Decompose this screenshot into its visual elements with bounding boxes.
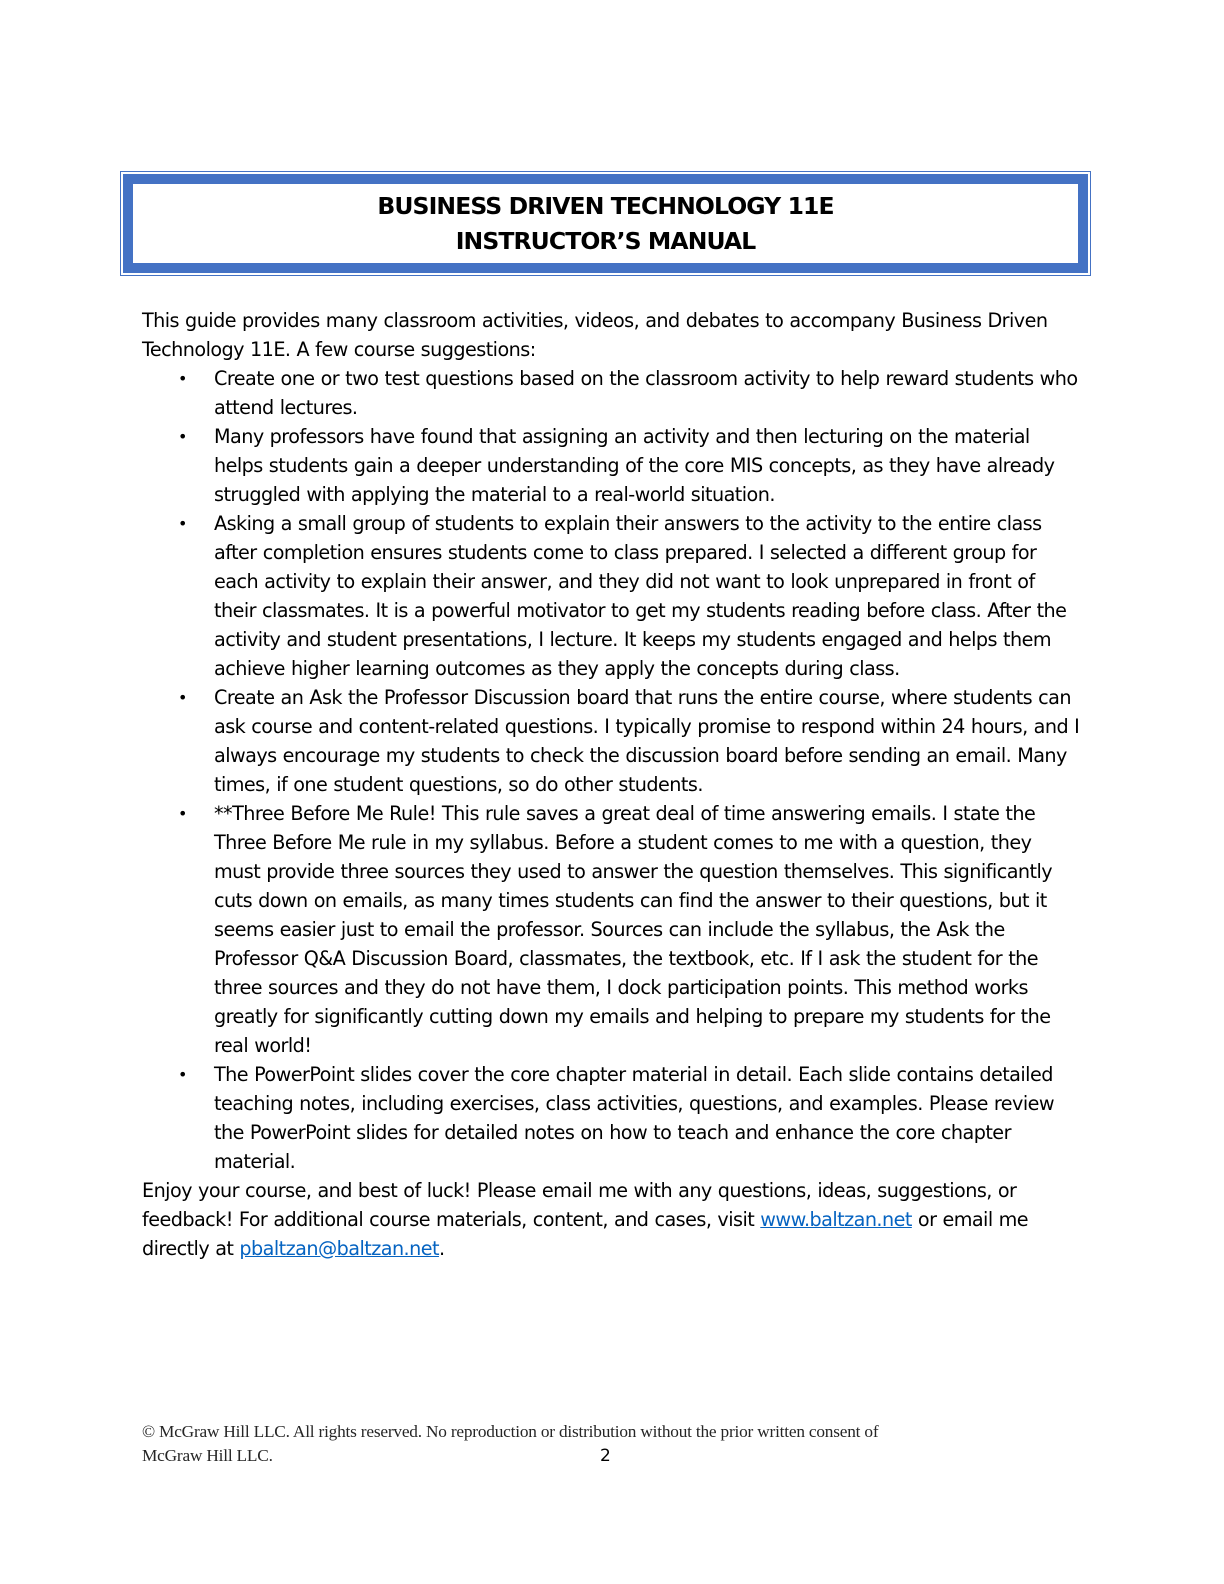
list-item-text: Asking a small group of students to explain their answers to the activity to the entire class after completion ensures students come to class prepared. I selected a different group for each activity to explain their answer, and they did not want to look unprepared in front of their classmates. It is a powerful motivator to get my students reading before class. After the activity and student presentations, I lecture. It keeps my students engaged and helps them achieve higher learning outcomes as they apply the concepts during class.: [214, 512, 1067, 680]
copyright-line-2: McGraw Hill LLC.: [142, 1446, 273, 1465]
document-subtitle: INSTRUCTOR’S MANUAL: [455, 226, 756, 255]
closing-text: Enjoy your course, and best of luck! Please email me with any questions, ideas, suggestions, or feedback! For additional course materials, content, and cases, visit: [142, 1179, 1017, 1231]
list-item-text: **Three Before Me Rule! This rule saves a great deal of time answering emails. I state the Three Before Me rule in my syllabus. Before a student comes to me with a question, they must provide three sources they used to answer the question themselves. This significantly cuts down on emails, as many times students can find the answer to their questions, but it seems easier just to email the professor. Sources can include the syllabus, the Ask the Professor Q&A Discussion Board, classmates, the textbook, etc. If I ask the student for the three sources and they do not have them, I dock participation points. This method works greatly for significantly cutting down my emails and helping to prepare my students for the real world!: [214, 802, 1053, 1057]
title-box-inner: [123, 174, 1088, 273]
page-number: 2: [600, 1446, 611, 1466]
document-body: [142, 306, 1082, 1263]
suggestions-list: [142, 364, 1082, 1176]
list-item: [142, 509, 1082, 683]
bullet-icon: •: [178, 427, 187, 446]
list-item-text: Many professors have found that assigning an activity and then lecturing on the material helps students gain a deeper understanding of the core MIS concepts, as they have already struggled with applying the material to a real-world situation.: [214, 425, 1055, 506]
closing-text-middle: or email me directly at: [142, 1208, 1029, 1260]
bullet-icon: •: [178, 688, 187, 707]
bullet-icon: •: [178, 804, 187, 823]
list-item: [142, 799, 1082, 1060]
list-item: [142, 683, 1082, 799]
list-item-text: The PowerPoint slides cover the core chapter material in detail. Each slide contains detailed teaching notes, including exercises, class activities, questions, and examples. Please review the PowerPoint slides for detailed notes on how to teach and enhance the core chapter material.: [214, 1063, 1055, 1173]
bullet-icon: •: [178, 369, 187, 388]
title-box: [120, 171, 1091, 276]
email-link[interactable]: pbaltzan@baltzan.net: [239, 1237, 439, 1260]
list-item: [142, 422, 1082, 509]
bullet-icon: •: [178, 1065, 187, 1084]
list-item: [142, 1060, 1082, 1176]
document-title: BUSINESS DRIVEN TECHNOLOGY 11E: [377, 191, 834, 220]
closing-text-end: .: [438, 1237, 445, 1260]
website-link[interactable]: www.baltzan.net: [760, 1208, 912, 1231]
list-item-text: Create an Ask the Professor Discussion board that runs the entire course, where students can ask course and content-related questions. I typically promise to respond within 24 hours, and I always encourage my students to check the discussion board before sending an email. Many times, if one student questions, so do other students.: [214, 686, 1080, 796]
footer-line-2: [142, 1444, 1042, 1468]
list-item: [142, 364, 1082, 422]
intro-paragraph: This guide provides many classroom activities, videos, and debates to accompany Business Driven Technology 11E. A few course suggestions:: [142, 309, 1048, 361]
page-footer: [142, 1420, 1042, 1468]
list-item-text: Create one or two test questions based on the classroom activity to help reward students who attend lectures.: [214, 367, 1078, 419]
copyright-line-1: © McGraw Hill LLC. All rights reserved. No reproduction or distribution without the prior written consent of: [142, 1422, 879, 1441]
closing-paragraph: [142, 1176, 1082, 1263]
bullet-icon: •: [178, 514, 187, 533]
